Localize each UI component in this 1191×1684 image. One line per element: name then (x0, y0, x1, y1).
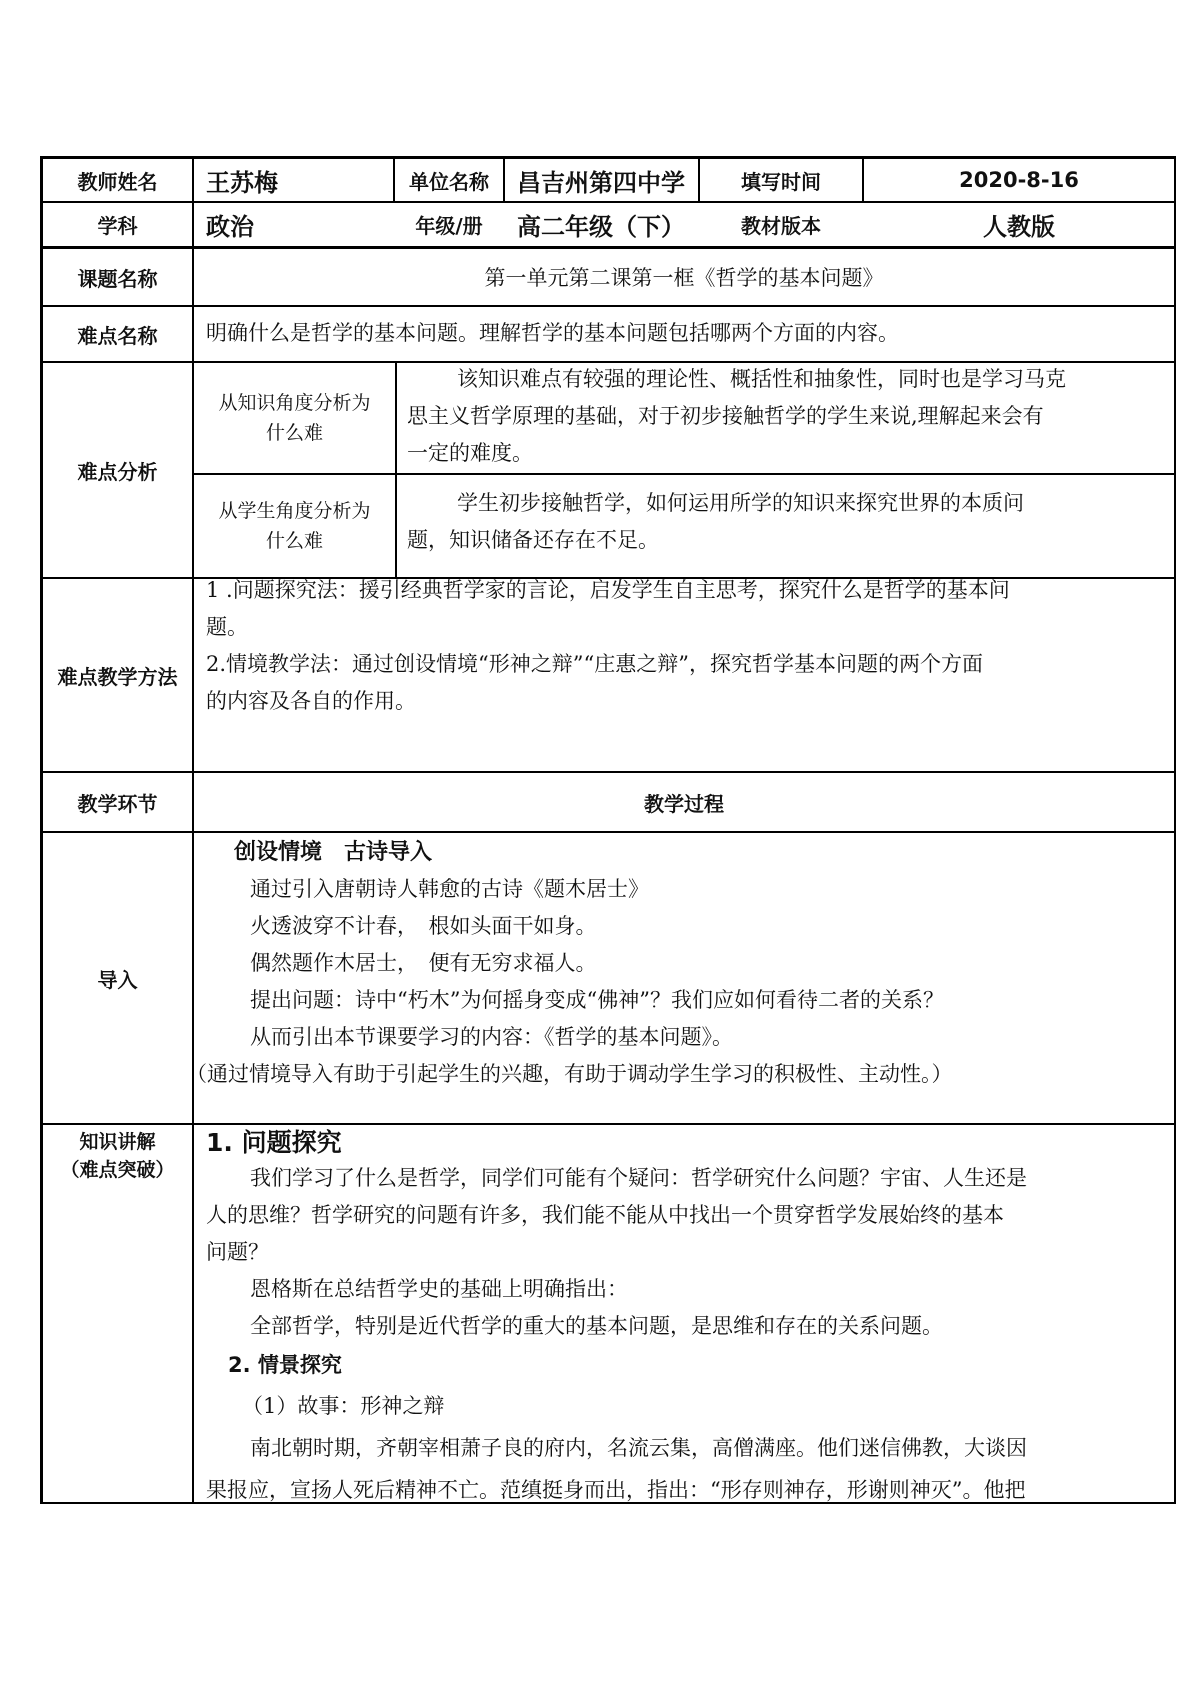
subject-value: 政治 (206, 213, 254, 241)
analysis-label: 难点分析 (77, 459, 158, 484)
topic-label: 课题名称 (77, 266, 158, 291)
knowledge-angle-label (194, 363, 395, 473)
subject-label: 学科 (97, 214, 138, 238)
knowledge-angle-text (407, 361, 1066, 472)
knowledge-label (43, 1128, 192, 1184)
text-line: 题，知识储备还存在不足。 (407, 528, 659, 552)
text-line: 问题？ (206, 1240, 269, 1264)
text-line: 果报应，宣扬人死后精神不亡。范缜挺身而出，指出：“形存则神存，形谢则神灭”。他把 (206, 1478, 1026, 1502)
text-line: 2.情境教学法：通过创设情境“形神之辩”“庄惠之辩”，探究哲学基本问题的两个方面 (206, 652, 983, 676)
difficulty-value: 明确什么是哲学的基本问题。理解哲学的基本问题包括哪两个方面的内容。 (206, 321, 899, 345)
text-line: 一定的难度。 (407, 441, 533, 465)
teacher-name-label: 教师姓名 (77, 169, 158, 194)
intro-label: 导入 (97, 967, 138, 992)
student-angle-line: 从学生角度分析为 (218, 500, 371, 522)
method-label: 难点教学方法 (57, 664, 178, 689)
text-line: 人的思维？哲学研究的问题有许多，我们能不能从中找出一个贯穿哲学发展始终的基本 (206, 1203, 1004, 1227)
knowledge-label-line: （难点突破） (60, 1159, 175, 1181)
text-line: 偶然题作木居士， 便有无穷求福人。 (250, 951, 597, 975)
section-title: 2. 情景探究 (228, 1353, 342, 1377)
text-line: 提出问题：诗中“朽木”为何摇身变成“佛神”？我们应如何看待二者的关系？ (250, 988, 944, 1012)
story-title: （1）故事：形神之辩 (242, 1394, 445, 1418)
text-line: 的内容及各自的作用。 (206, 689, 416, 713)
text-line: 恩格斯在总结哲学史的基础上明确指出： (250, 1277, 628, 1301)
stage-header: 教学环节 (77, 791, 158, 816)
edition-value: 人教版 (983, 213, 1055, 241)
text-line: 通过引入唐朝诗人韩愈的古诗《题木居士》 (250, 877, 649, 901)
knowledge-angle-line: 从知识角度分析为 (218, 392, 371, 414)
grade-label: 年级/册 (415, 214, 483, 238)
fill-time-label: 填写时间 (741, 169, 821, 194)
text-line: 该知识难点有较强的理论性、概括性和抽象性，同时也是学习马克 (457, 367, 1066, 391)
method-text (206, 572, 1010, 720)
text-line: 思主义哲学原理的基础，对于初步接触哲学的学生来说,理解起来会有 (407, 404, 1044, 428)
process-header: 教学过程 (644, 791, 724, 816)
student-angle-text (407, 485, 1024, 559)
text-line: （通过情境导入有助于引起学生的兴趣，有助于调动学生学习的积极性、主动性。） (186, 1062, 953, 1086)
intro-heading: 创设情境 古诗导入 (234, 840, 433, 865)
unit-name-label: 单位名称 (409, 169, 489, 194)
text-line: 1 .问题探究法：援引经典哲学家的言论，启发学生自主思考，探究什么是哲学的基本问 (206, 578, 1010, 602)
grade-value: 高二年级（下） (517, 213, 685, 241)
student-angle-line: 什么难 (265, 530, 323, 552)
text-line: 我们学习了什么是哲学，同学们可能有个疑问：哲学研究什么问题？宇宙、人生还是 (250, 1166, 1027, 1190)
section-title: 1. 问题探究 (206, 1128, 342, 1157)
topic-value: 第一单元第二课第一框《哲学的基本问题》 (484, 266, 884, 290)
text-line: 从而引出本节课要学习的内容：《哲学的基本问题》。 (250, 1025, 733, 1049)
text-line: 火透波穿不计春， 根如头面干如身。 (250, 914, 597, 938)
text-line: 学生初步接触哲学，如何运用所学的知识来探究世界的本质问 (457, 491, 1024, 515)
unit-name-value: 昌吉州第四中学 (517, 168, 685, 197)
difficulty-label: 难点名称 (77, 323, 158, 348)
text-line: 全部哲学，特别是近代哲学的重大的基本问题，是思维和存在的关系问题。 (250, 1314, 943, 1338)
knowledge-angle-line: 什么难 (265, 422, 323, 444)
edition-label: 教材版本 (741, 214, 821, 238)
text-line: 题。 (206, 615, 248, 639)
teacher-name-value: 王苏梅 (206, 168, 278, 197)
text-line: 南北朝时期，齐朝宰相萧子良的府内，名流云集，高僧满座。他们迷信佛教，大谈因 (250, 1436, 1027, 1460)
student-angle-label (194, 475, 395, 577)
intro-text (186, 834, 953, 1093)
fill-time-value: 2020-8-16 (959, 168, 1079, 192)
knowledge-text (206, 1126, 1027, 1511)
knowledge-label-line: 知识讲解 (79, 1131, 156, 1153)
